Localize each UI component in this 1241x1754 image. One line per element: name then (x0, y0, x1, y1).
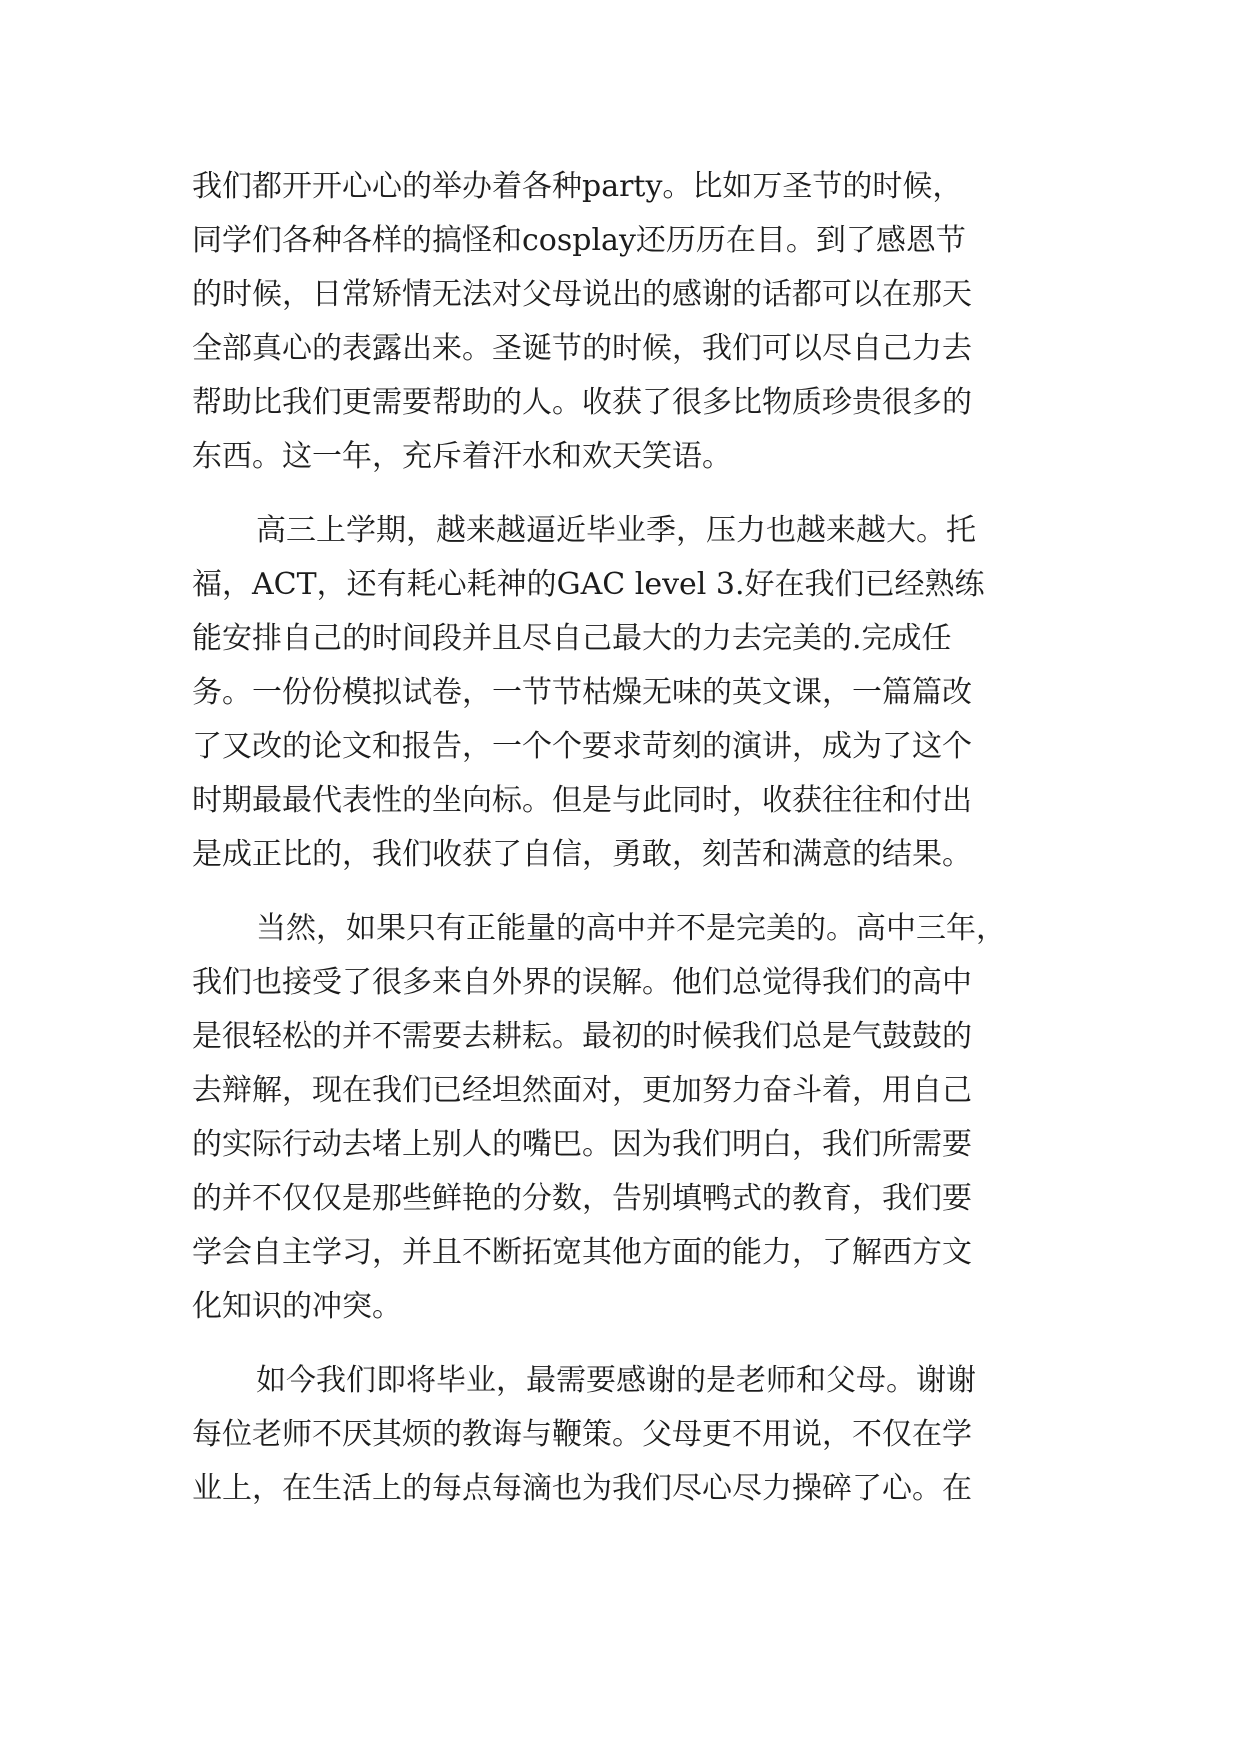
text-line: 去辩解，现在我们已经坦然面对，更加努力奋斗着，用自己 (192, 1073, 972, 1108)
text-line: 东西。这一年，充斥着汗水和欢天笑语。 (192, 439, 732, 474)
text-line: 化知识的冲突。 (192, 1289, 402, 1324)
text-line: 能安排自己的时间段并且尽自己最大的力去完美的.完成任 (192, 621, 952, 656)
text-line: 福，ACT，还有耗心耗神的GAC level 3.好在我们已经熟练 (192, 567, 985, 602)
text-line: 学会自主学习，并且不断拓宽其他方面的能力，了解西方文 (192, 1235, 972, 1270)
text-line: 同学们各种各样的搞怪和cosplay还历历在目。到了感恩节 (192, 223, 966, 258)
text-line: 每位老师不厌其烦的教诲与鞭策。父母更不用说，不仅在学 (192, 1417, 972, 1452)
text-line: 的实际行动去堵上别人的嘴巴。因为我们明白，我们所需要 (192, 1127, 972, 1162)
paragraph-first-line: 如今我们即将毕业，最需要感谢的是老师和父母。谢谢 (256, 1363, 976, 1398)
text-line: 是很轻松的并不需要去耕耘。最初的时候我们总是气鼓鼓的 (192, 1019, 972, 1054)
text-line: 务。一份份模拟试卷，一节节枯燥无味的英文课，一篇篇改 (192, 675, 972, 710)
text-line: 帮助比我们更需要帮助的人。收获了很多比物质珍贵很多的 (192, 385, 972, 420)
text-line: 业上，在生活上的每点每滴也为我们尽心尽力操碎了心。在 (192, 1471, 972, 1506)
text-line: 时期最最代表性的坐向标。但是与此同时，收获往往和付出 (192, 783, 972, 818)
text-line: 是成正比的，我们收获了自信，勇敢，刻苦和满意的结果。 (192, 837, 972, 872)
text-line: 我们也接受了很多来自外界的误解。他们总觉得我们的高中 (192, 965, 972, 1000)
text-line: 我们都开开心心的举办着各种party。比如万圣节的时候， (192, 169, 963, 204)
text-line: 全部真心的表露出来。圣诞节的时候，我们可以尽自己力去 (192, 331, 972, 366)
paragraph-first-line: 当然，如果只有正能量的高中并不是完美的。高中三年， (256, 911, 1006, 946)
text-line: 了又改的论文和报告，一个个要求苛刻的演讲，成为了这个 (192, 729, 972, 764)
text-line: 的时候，日常矫情无法对父母说出的感谢的话都可以在那天 (192, 277, 972, 312)
paragraph-first-line: 高三上学期，越来越逼近毕业季，压力也越来越大。托 (256, 513, 976, 548)
text-line: 的并不仅仅是那些鲜艳的分数，告别填鸭式的教育，我们要 (192, 1181, 972, 1216)
